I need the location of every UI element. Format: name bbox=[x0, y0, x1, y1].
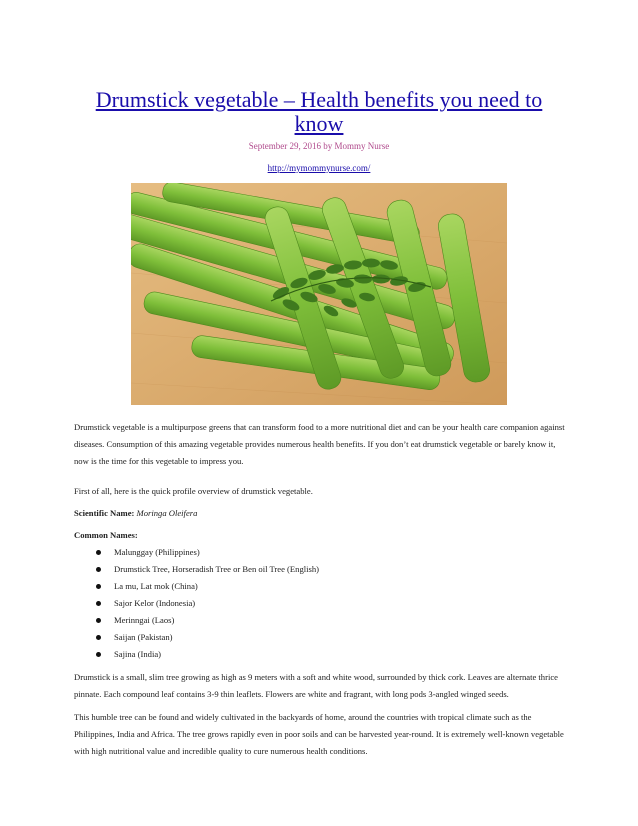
scientific-name-label: Scientific Name: bbox=[74, 507, 135, 518]
common-names-heading bbox=[74, 527, 568, 544]
list-item: Drumstick Tree, Horseradish Tree or Ben oil Tree (English) bbox=[96, 561, 319, 578]
post-meta: September 29, 2016 by Mommy Nurse bbox=[248, 141, 390, 151]
list-item: Malunggay (Philippines) bbox=[96, 544, 319, 561]
description-paragraph: Drumstick is a small, slim tree growing as high as 9 meters with a soft and white wood, surrounded by thick cork. Leaves are alternate thrice pinnate. Each compound leaf contains 3-9 thin leaflets. Flowers are white and fragrant, with long pods 3-angled winged seeds. bbox=[74, 671, 558, 699]
common-names-list bbox=[96, 544, 319, 663]
list-item: La mu, Lat mok (China) bbox=[96, 578, 319, 595]
article-title-link[interactable]: Drumstick vegetable – Health benefits you need to know bbox=[95, 87, 543, 136]
intro-paragraph: Drumstick vegetable is a multipurpose greens that can transform food to a more nutritional diet and can be your health care companion against diseases. Consumption of this amazing vegetable provides numerous health benefits. If you don’t eat drumstick vegetable or barely know it, now is the time for this vegetable to impress you. bbox=[74, 421, 565, 466]
scientific-name-line bbox=[74, 505, 568, 522]
list-item: Sajor Kelor (Indonesia) bbox=[96, 595, 319, 612]
profile-intro: First of all, here is the quick profile overview of drumstick vegetable. bbox=[74, 485, 313, 496]
scientific-name-value: Moringa Oleifera bbox=[136, 507, 198, 518]
common-names-label: Common Names: bbox=[74, 529, 138, 540]
source-url-link[interactable]: http://mymommynurse.com/ bbox=[267, 163, 371, 173]
drumstick-photo bbox=[131, 183, 507, 405]
list-item: Saijan (Pakistan) bbox=[96, 629, 319, 646]
list-item: Sajina (India) bbox=[96, 646, 319, 663]
cultivation-paragraph: This humble tree can be found and widely cultivated in the backyards of home, around the countries with tropical climate such as the Philippines, India and Africa. The tree grows rapidly even in poor soils and can be harvested year-round. It is extremely well-known vegetable with high nutritional value and incredible quality to cure numerous health conditions. bbox=[74, 711, 564, 756]
list-item: Merinngai (Laos) bbox=[96, 612, 319, 629]
